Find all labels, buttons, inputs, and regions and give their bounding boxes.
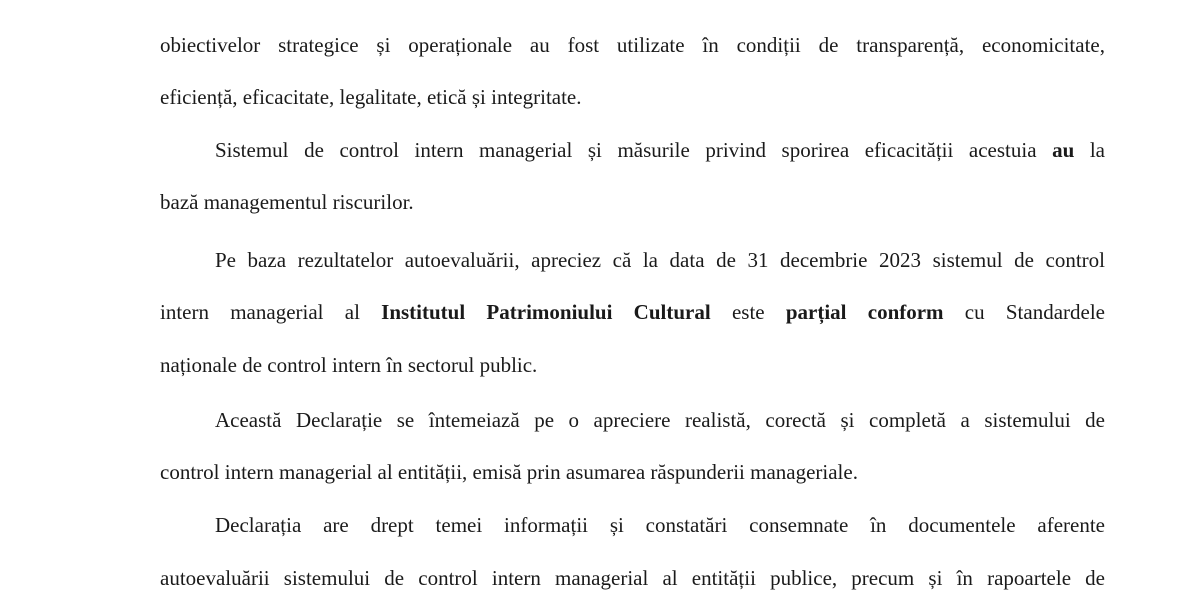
text-segment: Pe baza rezultatelor autoevaluării, apreciez că la data de 31 decembrie 2023 sistemul de control xyxy=(215,248,1105,272)
text-line xyxy=(160,459,1105,485)
text-segment: Declarația are drept temei informații și constatări consemnate în documentele aferente xyxy=(215,513,1105,537)
text-segment: obiectivelor strategice și operaționale au fost utilizate în condiții de transparență, economicitate, xyxy=(160,33,1105,57)
text-line xyxy=(160,352,1105,378)
text-segment: cu Standardele xyxy=(943,300,1105,324)
text-segment: este xyxy=(710,300,786,324)
text-segment: bază managementul riscurilor. xyxy=(160,190,414,214)
text-line xyxy=(215,137,1105,163)
text-line xyxy=(160,565,1105,591)
text-line xyxy=(160,32,1105,58)
text-line xyxy=(215,247,1105,273)
text-segment: Această Declarație se întemeiază pe o apreciere realistă, corectă și completă a sistemului de xyxy=(215,408,1105,432)
text-line xyxy=(160,299,1105,325)
bold-text: Institutul Patrimoniului Cultural xyxy=(381,300,711,324)
text-line xyxy=(215,512,1105,538)
text-segment: naționale de control intern în sectorul public. xyxy=(160,353,538,377)
bold-text: parțial conform xyxy=(785,300,944,324)
text-segment: eficiență, eficacitate, legalitate, etică și integritate. xyxy=(160,85,582,109)
text-line xyxy=(215,407,1105,433)
text-segment: control intern managerial al entității, emisă prin asumarea răspunderii manageriale. xyxy=(160,460,858,484)
text-line xyxy=(160,84,1105,110)
text-segment: la xyxy=(1074,138,1105,162)
text-segment: intern managerial al xyxy=(160,300,382,324)
text-segment: autoevaluării sistemului de control intern managerial al entității publice, precum și în rapoartele de xyxy=(160,566,1105,590)
text-line xyxy=(160,189,1105,215)
bold-text: au xyxy=(1052,138,1075,162)
text-segment: Sistemul de control intern managerial și măsurile privind sporirea eficacității acestuia xyxy=(215,138,1053,162)
